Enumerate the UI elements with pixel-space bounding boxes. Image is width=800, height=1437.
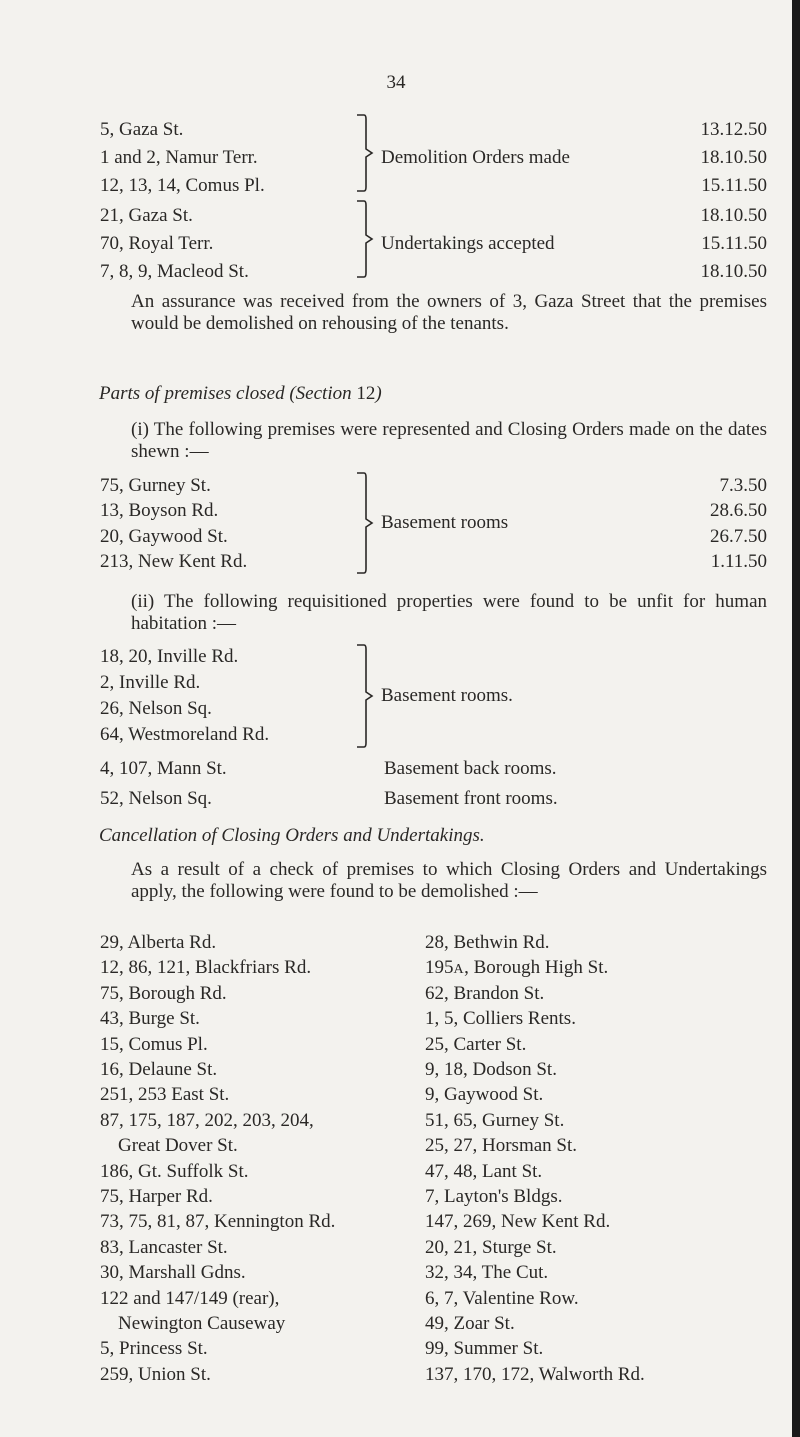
list-item: 6, 7, Valentine Row.: [425, 1288, 579, 1309]
address: 52, Nelson Sq.: [100, 788, 212, 809]
list-item: 20, 21, Sturge St.: [425, 1237, 557, 1258]
address: 12, 13, 14, Comus Pl.: [100, 175, 265, 196]
list-item: 15, Comus Pl.: [100, 1034, 208, 1055]
assurance-text: An assurance was received from the owners of 3, Gaza Street that the premises would be demolished on rehousing of the tenants.: [131, 291, 767, 334]
closing-label: Basement rooms: [381, 512, 509, 533]
para-ii: [99, 591, 767, 635]
date: 26.7.50: [710, 526, 767, 547]
date: 18.10.50: [700, 147, 767, 168]
cancellation-paragraph: [99, 859, 767, 903]
address: 1 and 2, Namur Terr.: [100, 147, 258, 168]
list-item: 9, 18, Dodson St.: [425, 1059, 557, 1080]
brace: [355, 471, 375, 575]
list-item: 25, 27, Horsman St.: [425, 1135, 577, 1156]
list-item: 49, Zoar St.: [425, 1313, 515, 1334]
para-ii-text: (ii) The following requisitioned properties were found to be unfit for human habitation :—: [131, 591, 767, 634]
address: 26, Nelson Sq.: [100, 698, 212, 719]
list-item: 75, Harper Rd.: [100, 1186, 213, 1207]
date: 1.11.50: [710, 551, 767, 572]
address: 20, Gaywood St.: [100, 526, 228, 547]
list-item: 195A, Borough High St.: [425, 957, 609, 978]
small-caps-letter: A: [453, 962, 465, 977]
list-item: 122 and 147/149 (rear),: [100, 1288, 280, 1309]
list-item: 29, Alberta Rd.: [100, 932, 217, 953]
list-item: 186, Gt. Suffolk St.: [100, 1161, 249, 1182]
list-item: 1, 5, Colliers Rents.: [425, 1008, 576, 1029]
address: 4, 107, Mann St.: [100, 758, 227, 779]
list-item: Newington Causeway: [118, 1313, 286, 1334]
parts-heading: Parts of premises closed (Section 12): [99, 383, 382, 404]
cancellation-text: As a result of a check of premises to which Closing Orders and Undertakings apply, the following were found to be demolished :—: [131, 859, 767, 902]
date: 15.11.50: [701, 175, 767, 196]
address: 13, Boyson Rd.: [100, 500, 219, 521]
requisitioned-label: Basement rooms.: [381, 685, 513, 706]
list-item: 30, Marshall Gdns.: [100, 1262, 246, 1283]
page-edge: [792, 0, 800, 1437]
assurance-paragraph: [99, 291, 767, 335]
list-item: 137, 170, 172, Walworth Rd.: [425, 1364, 645, 1385]
brace: [355, 113, 375, 193]
list-item: 147, 269, New Kent Rd.: [425, 1211, 611, 1232]
date: 15.11.50: [701, 233, 767, 254]
parts-heading-section: Section: [295, 383, 352, 404]
list-item: 62, Brandon St.: [425, 983, 545, 1004]
list-item: 47, 48, Lant St.: [425, 1161, 543, 1182]
list-item: 87, 175, 187, 202, 203, 204,: [100, 1110, 314, 1131]
address: 7, 8, 9, Macleod St.: [100, 261, 249, 282]
date: 7.3.50: [719, 475, 767, 496]
room-label: Basement front rooms.: [384, 788, 558, 809]
list-item: Great Dover St.: [118, 1135, 238, 1156]
list-item: 73, 75, 81, 87, Kennington Rd.: [100, 1211, 336, 1232]
address: 213, New Kent Rd.: [100, 551, 248, 572]
parts-heading-text: Parts of premises closed: [99, 383, 285, 404]
address: 64, Westmoreland Rd.: [100, 724, 270, 745]
list-item: 32, 34, The Cut.: [425, 1262, 549, 1283]
address: 70, Royal Terr.: [100, 233, 214, 254]
address: 18, 20, Inville Rd.: [100, 646, 239, 667]
list-item: 25, Carter St.: [425, 1034, 527, 1055]
list-item: 9, Gaywood St.: [425, 1084, 544, 1105]
list-item: 43, Burge St.: [100, 1008, 200, 1029]
list-item: 7, Layton's Bldgs.: [425, 1186, 563, 1207]
list-item: 12, 86, 121, Blackfriars Rd.: [100, 957, 312, 978]
page-number: 34: [386, 72, 406, 93]
list-item: 83, Lancaster St.: [100, 1237, 228, 1258]
room-label: Basement back rooms.: [384, 758, 557, 779]
para-i: [99, 419, 767, 463]
list-item: 16, Delaune St.: [100, 1059, 218, 1080]
parts-heading-number: 12: [356, 383, 376, 404]
list-item: 259, Union St.: [100, 1364, 211, 1385]
list-item: 5, Princess St.: [100, 1338, 208, 1359]
list-item: 99, Summer St.: [425, 1338, 544, 1359]
address: 5, Gaza St.: [100, 119, 184, 140]
list-item: 251, 253 East St.: [100, 1084, 230, 1105]
para-i-text: (i) The following premises were represented and Closing Orders made on the dates shewn :—: [131, 419, 767, 462]
demolition-label: Demolition Orders made: [381, 147, 570, 168]
list-item: 28, Bethwin Rd.: [425, 932, 550, 953]
undertakings-label: Undertakings accepted: [381, 233, 555, 254]
list-item: 75, Borough Rd.: [100, 983, 227, 1004]
address: 75, Gurney St.: [100, 475, 211, 496]
date: 18.10.50: [700, 205, 767, 226]
date: 28.6.50: [710, 500, 767, 521]
address: 21, Gaza St.: [100, 205, 193, 226]
brace: [355, 199, 375, 279]
address: 2, Inville Rd.: [100, 672, 201, 693]
brace: [355, 643, 375, 749]
date: 13.12.50: [700, 119, 767, 140]
list-item: 51, 65, Gurney St.: [425, 1110, 565, 1131]
date: 18.10.50: [700, 261, 767, 282]
cancellation-heading: Cancellation of Closing Orders and Undertakings.: [99, 825, 485, 846]
